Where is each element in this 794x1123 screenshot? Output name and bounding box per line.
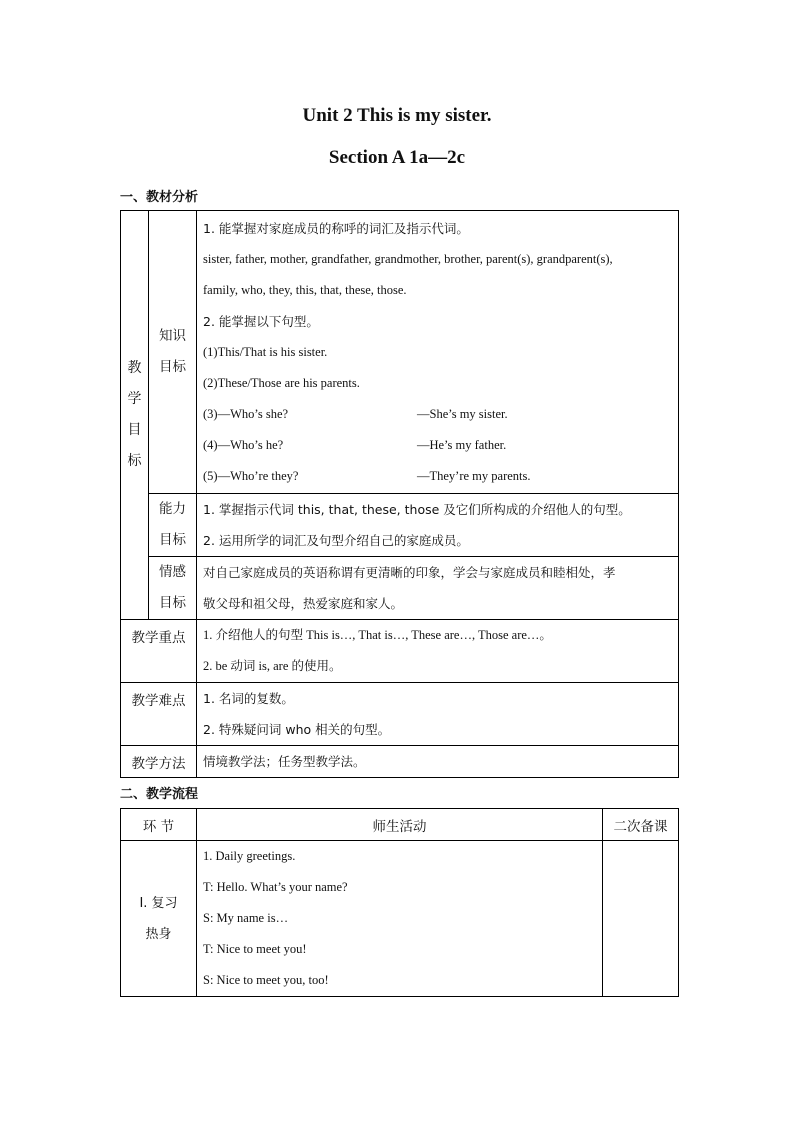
qa-answer: —They’re my parents.	[417, 468, 531, 483]
qa-line	[197, 430, 678, 461]
activity-line: 1. Daily greetings.	[203, 849, 296, 863]
document-subtitle: Section A 1a—2c	[328, 147, 466, 168]
qa-question: (5)—Who’re they?	[203, 468, 299, 483]
difficulties-line: 1. 名词的复数。	[203, 691, 294, 706]
goal-label-char: 标	[127, 453, 142, 469]
knowledge-line: (2)These/Those are his parents.	[203, 375, 360, 390]
activity-line: S: Nice to meet you, too!	[203, 973, 329, 987]
knowledge-line: 2. 能掌握以下句型。	[203, 313, 319, 329]
emotion-line: 对自己家庭成员的英语称谓有更清晰的印象，学会与家庭成员和睦相处，孝	[203, 565, 616, 580]
knowledge-label: 知识 目标	[149, 211, 197, 494]
section1-heading: 一、教材分析	[120, 190, 199, 205]
difficulties-content	[197, 683, 679, 746]
emotion-line: 敬父母和祖父母，热爱家庭和家人。	[203, 596, 404, 611]
activity-line: T: Nice to meet you!	[203, 942, 307, 956]
ability-label: 能力 目标	[149, 494, 197, 557]
key-points-line: 2. be 动词 is, are 的使用。	[203, 659, 342, 673]
section2-heading: 二、教学流程	[120, 787, 199, 802]
key-points-label: 教学重点	[121, 620, 197, 683]
activity-line: S: My name is…	[203, 911, 289, 925]
goal-label	[121, 211, 149, 620]
document-title: Unit 2 This is my sister.	[302, 105, 492, 126]
analysis-table	[120, 210, 679, 778]
knowledge-content	[197, 211, 679, 494]
difficulties-label: 教学难点	[121, 683, 197, 746]
header-stage: 环 节	[121, 809, 197, 841]
methods-label: 教学方法	[121, 746, 197, 778]
goal-label-char: 目	[127, 422, 142, 438]
process-table	[120, 808, 679, 997]
goal-label-char: 学	[127, 391, 142, 407]
header-notes: 二次备课	[603, 809, 679, 841]
qa-question: (3)—Who’s she?	[203, 406, 289, 421]
notes-cell	[603, 841, 679, 997]
goal-label-char: 教	[127, 360, 142, 376]
key-points-line: 1. 介绍他人的句型 This is…, That is…, These are…, Those are…。	[203, 628, 552, 642]
knowledge-line: (1)This/That is his sister.	[203, 344, 328, 359]
emotion-content	[197, 557, 679, 620]
stage-warmup: I. 复习 热身	[121, 841, 197, 997]
methods-content: 情境教学法；任务型教学法。	[197, 746, 679, 778]
qa-line	[197, 461, 678, 492]
qa-answer: —She’s my sister.	[417, 406, 508, 421]
key-points-content	[197, 620, 679, 683]
ability-line: 1. 掌握指示代词 this, that, these, those 及它们所构成的介绍他人的句型。	[203, 502, 631, 517]
ability-content	[197, 494, 679, 557]
qa-line	[197, 399, 678, 430]
qa-answer: —He’s my father.	[417, 437, 507, 452]
difficulties-line: 2. 特殊疑问词 who 相关的句型。	[203, 722, 391, 737]
emotion-label: 情感 目标	[149, 557, 197, 620]
knowledge-line: 1. 能掌握对家庭成员的称呼的词汇及指示代词。	[203, 220, 469, 236]
qa-question: (4)—Who’s he?	[203, 437, 284, 452]
activity-line: T: Hello. What’s your name?	[203, 880, 348, 894]
knowledge-line: sister, father, mother, grandfather, grandmother, brother, parent(s), grandparent(s),	[203, 251, 613, 266]
activity-content	[197, 841, 603, 997]
ability-line: 2. 运用所学的词汇及句型介绍自己的家庭成员。	[203, 533, 469, 548]
header-activity: 师生活动	[197, 809, 603, 841]
knowledge-line: family, who, they, this, that, these, those.	[203, 282, 407, 297]
